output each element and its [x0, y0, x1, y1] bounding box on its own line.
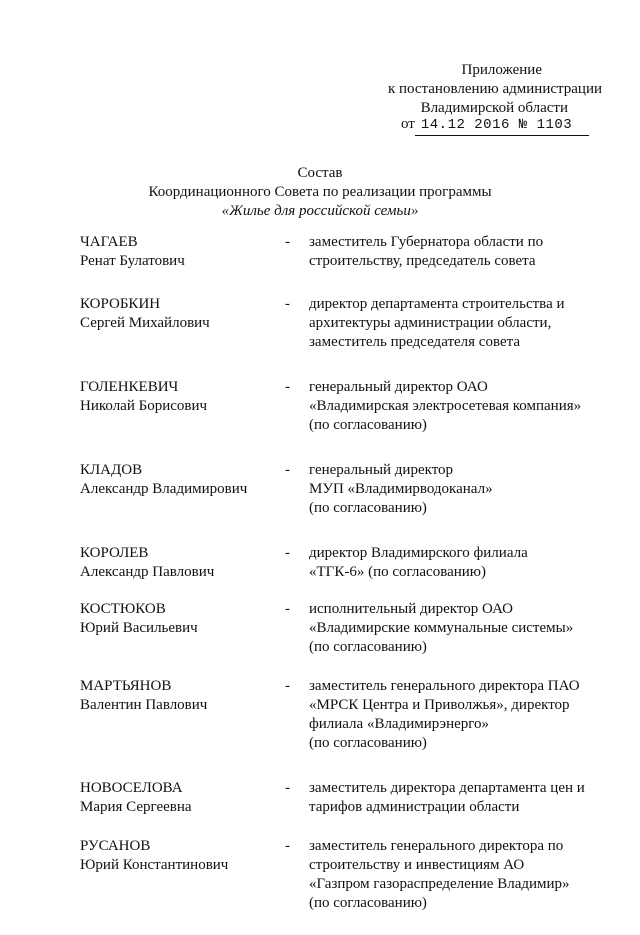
member-position-line: строительству и инвестициям АО [309, 857, 525, 873]
member-position [309, 600, 600, 657]
member-name [80, 544, 285, 582]
document-title [120, 164, 520, 221]
member-position [309, 295, 600, 352]
member-name [80, 295, 285, 333]
member-position [309, 779, 600, 817]
member-dash: - [285, 545, 290, 561]
member-position [309, 233, 600, 271]
member-position-line: «Газпром газораспределение Владимир» [309, 876, 570, 892]
member-surname: ЧАГАЕВ [80, 234, 138, 250]
member-given-names: Александр Владимирович [80, 481, 248, 497]
member-position-line: директор департамента строительства и [309, 296, 565, 312]
member-name [80, 600, 285, 638]
member-entry [80, 378, 600, 435]
member-name [80, 233, 285, 271]
member-position-line: архитектуры администрации области, [309, 315, 552, 331]
member-given-names: Юрий Константинович [80, 857, 229, 873]
member-surname: КОСТЮКОВ [80, 601, 166, 617]
appendix-region: Владимирской области [420, 100, 568, 116]
member-position-line: строительству, председатель совета [309, 253, 536, 269]
member-given-names: Николай Борисович [80, 398, 208, 414]
member-position-line: заместитель Губернатора области по [309, 234, 544, 250]
member-position-line: заместитель председателя совета [309, 334, 521, 350]
member-name [80, 378, 285, 416]
member-given-names: Юрий Васильевич [80, 620, 198, 636]
member-position-line: (по согласованию) [309, 735, 427, 751]
member-position-line: (по согласованию) [309, 500, 427, 516]
member-given-names: Ренат Булатович [80, 253, 185, 269]
member-entry [80, 295, 600, 352]
member-position-line: филиала «Владимирэнерго» [309, 716, 490, 732]
member-surname: КОРОБКИН [80, 296, 161, 312]
member-name [80, 461, 285, 499]
member-dash: - [285, 296, 290, 312]
member-name [80, 677, 285, 715]
member-entry [80, 677, 600, 753]
member-position [309, 378, 600, 435]
member-dash: - [285, 601, 290, 617]
member-position-line: «Владимирские коммунальные системы» [309, 620, 574, 636]
date-value: 14.12 2016 № 1103 [415, 116, 589, 136]
appendix-title: Приложение [461, 62, 542, 78]
member-position-line: «МРСК Центра и Приволжья», директор [309, 697, 570, 713]
title-council: Координационного Совета по реализации программы [148, 184, 492, 200]
appendix-resolution: к постановлению администрации [387, 81, 602, 97]
members-list [80, 233, 600, 935]
title-composition: Состав [297, 165, 343, 181]
member-entry [80, 779, 600, 817]
member-position-line: (по согласованию) [309, 417, 427, 433]
member-given-names: Валентин Павлович [80, 697, 208, 713]
member-position [309, 837, 600, 913]
member-entry [80, 461, 600, 518]
member-given-names: Сергей Михайлович [80, 315, 210, 331]
member-entry [80, 600, 600, 657]
member-surname: КЛАДОВ [80, 462, 143, 478]
member-dash: - [285, 678, 290, 694]
member-position-line: (по согласованию) [309, 895, 427, 911]
member-position-line: (по согласованию) [309, 639, 427, 655]
member-surname: МАРТЬЯНОВ [80, 678, 172, 694]
member-given-names: Мария Сергеевна [80, 799, 192, 815]
member-dash: - [285, 234, 290, 250]
member-surname: КОРОЛЕВ [80, 545, 149, 561]
member-entry [80, 544, 600, 582]
member-dash: - [285, 780, 290, 796]
member-position-line: директор Владимирского филиала [309, 545, 528, 561]
member-position-line: «ТГК-6» (по согласованию) [309, 564, 487, 580]
member-position [309, 677, 600, 753]
member-surname: НОВОСЕЛОВА [80, 780, 183, 796]
member-position-line: тарифов администрации области [309, 799, 520, 815]
appendix-date [401, 115, 589, 136]
member-surname: ГОЛЕНКЕВИЧ [80, 379, 179, 395]
member-position-line: МУП «Владимирводоканал» [309, 481, 493, 497]
member-position [309, 544, 600, 582]
member-dash: - [285, 838, 290, 854]
title-program: «Жилье для российской семьи» [221, 203, 419, 219]
member-position-line: «Владимирская электросетевая компания» [309, 398, 582, 414]
member-position-line: заместитель генерального директора по [309, 838, 564, 854]
member-position-line: заместитель генерального директора ПАО [309, 678, 580, 694]
member-position-line: исполнительный директор ОАО [309, 601, 513, 617]
member-dash: - [285, 379, 290, 395]
member-entry [80, 837, 600, 913]
date-prefix: от [401, 116, 415, 132]
appendix-header [330, 61, 610, 118]
member-name [80, 837, 285, 875]
member-position [309, 461, 600, 518]
member-surname: РУСАНОВ [80, 838, 151, 854]
member-position-line: генеральный директор [309, 462, 454, 478]
member-entry [80, 233, 600, 271]
member-position-line: генеральный директор ОАО [309, 379, 488, 395]
member-given-names: Александр Павлович [80, 564, 215, 580]
member-dash: - [285, 462, 290, 478]
member-position-line: заместитель директора департамента цен и [309, 780, 585, 796]
member-name [80, 779, 285, 817]
